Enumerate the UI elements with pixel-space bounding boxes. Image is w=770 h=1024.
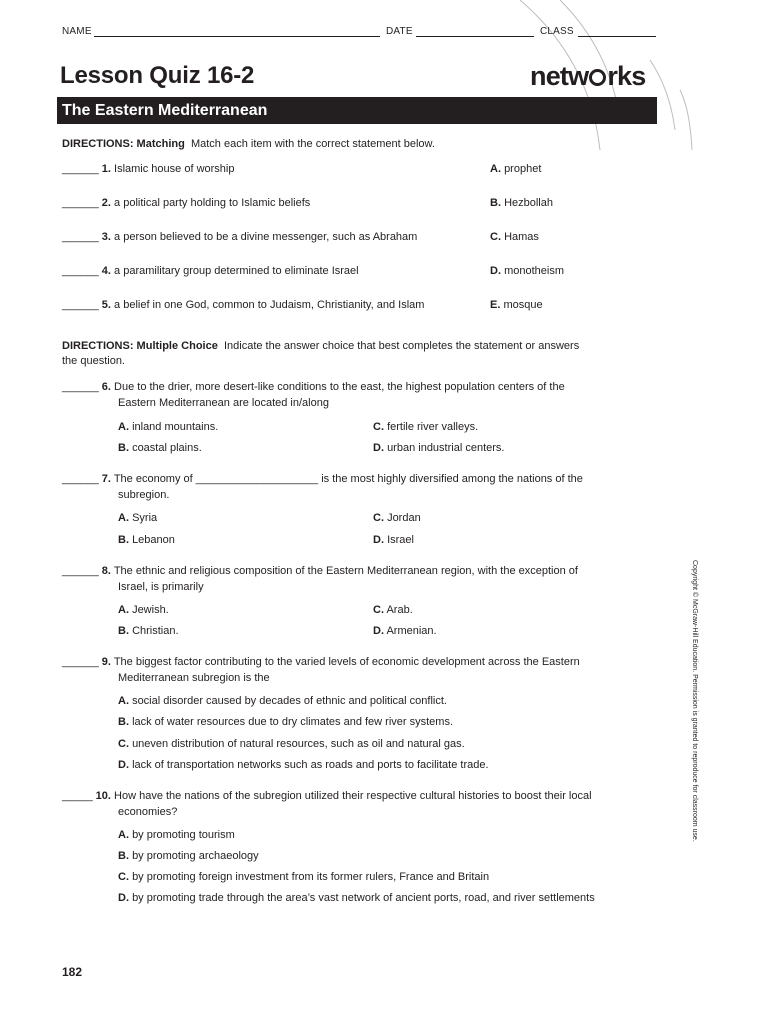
matching-answer-a <box>490 163 541 175</box>
answer-blank[interactable]: ______ <box>62 299 99 311</box>
matching-directions-text: Match each item with the correct statement below. <box>190 138 435 150</box>
option-text: by promoting foreign investment from its former rulers, France and Britain <box>132 871 490 883</box>
option-text: Jordan <box>387 512 421 524</box>
option-letter: A. <box>118 829 129 841</box>
option-letter: C. <box>373 512 384 524</box>
option-letter: B. <box>118 442 129 454</box>
matching-directions-label: DIRECTIONS: Matching <box>62 138 185 150</box>
option-text: fertile river valleys. <box>387 421 479 433</box>
section-title-band <box>57 97 657 124</box>
option-text: Israel <box>387 534 414 546</box>
question-9 <box>62 656 580 668</box>
matching-answer-b <box>490 197 553 209</box>
question-text: The ethnic and religious composition of the Eastern Mediterranean region, with the exception of <box>113 565 578 577</box>
question-6 <box>62 381 565 393</box>
question-9-line-2: Mediterranean subregion is the <box>118 672 270 684</box>
question-number: 7. <box>101 473 111 485</box>
class-field-line <box>578 36 656 37</box>
option-letter: D. <box>373 534 384 546</box>
option-text: coastal plains. <box>132 442 202 454</box>
option-text: Jewish. <box>132 604 169 616</box>
q10-option-a[interactable] <box>118 829 235 841</box>
option-letter: D. <box>118 759 129 771</box>
matching-answer-e <box>490 299 543 311</box>
answer-blank[interactable]: ______ <box>62 656 99 668</box>
answer-text: Hamas <box>504 231 539 243</box>
matching-item-1 <box>62 163 234 175</box>
option-text: Armenian. <box>386 625 437 637</box>
mc-directions-text: Indicate the answer choice that best completes the statement or answers <box>223 340 580 352</box>
matching-answer-c <box>490 231 539 243</box>
question-number: 6. <box>101 381 111 393</box>
option-text: Lebanon <box>132 534 175 546</box>
date-field-line <box>416 36 534 37</box>
answer-blank[interactable]: _____ <box>62 790 93 802</box>
q10-option-d[interactable] <box>118 892 595 904</box>
question-8 <box>62 565 578 577</box>
option-letter: D. <box>118 892 129 904</box>
answer-letter: E. <box>490 299 501 311</box>
answer-text: mosque <box>503 299 543 311</box>
name-label: NAME <box>62 26 92 37</box>
answer-blank[interactable]: ______ <box>62 473 99 485</box>
page-number: 182 <box>62 965 83 979</box>
question-text: How have the nations of the subregion utilized their respective cultural histories to boost their local <box>114 790 592 802</box>
question-number: 9. <box>101 656 111 668</box>
item-text: a person believed to be a divine messenger, such as Abraham <box>114 231 418 243</box>
q8-option-c[interactable] <box>373 604 413 616</box>
item-text: a political party holding to Islamic beliefs <box>114 197 311 209</box>
option-text: Arab. <box>386 604 413 616</box>
answer-text: Hezbollah <box>504 197 553 209</box>
item-number: 5. <box>101 299 111 311</box>
copyright-notice: Copyright © McGraw-Hill Education. Permission is granted to reproduce for classroom use. <box>691 560 698 842</box>
option-letter: A. <box>118 604 129 616</box>
q6-option-a[interactable] <box>118 421 218 433</box>
q7-option-d[interactable] <box>373 534 414 546</box>
option-letter: A. <box>118 512 129 524</box>
question-number: 10. <box>95 790 111 802</box>
option-text: uneven distribution of natural resources, such as oil and natural gas. <box>132 738 465 750</box>
option-letter: C. <box>118 871 129 883</box>
option-text: inland mountains. <box>132 421 219 433</box>
answer-letter: D. <box>490 265 501 277</box>
q9-option-c[interactable] <box>118 738 465 750</box>
option-letter: B. <box>118 850 129 862</box>
logo-o-icon <box>589 69 606 86</box>
logo-text-pre: netw <box>530 61 589 91</box>
answer-blank[interactable]: ______ <box>62 197 99 209</box>
option-letter: A. <box>118 695 129 707</box>
q8-option-a[interactable] <box>118 604 169 616</box>
answer-letter: C. <box>490 231 501 243</box>
mc-directions-line-1 <box>62 339 579 354</box>
q7-option-c[interactable] <box>373 512 421 524</box>
answer-letter: B. <box>490 197 501 209</box>
section-title: The Eastern Mediterranean <box>62 102 268 119</box>
mc-directions-label: DIRECTIONS: Multiple Choice <box>62 340 218 352</box>
item-text: Islamic house of worship <box>114 163 235 175</box>
answer-text: monotheism <box>504 265 564 277</box>
logo-text-post: rks <box>607 61 646 91</box>
option-letter: B. <box>118 534 129 546</box>
question-6-line-2: Eastern Mediterranean are located in/along <box>118 397 329 409</box>
q8-option-d[interactable] <box>373 625 437 637</box>
question-text-b: is the most highly diversified among the nations of the <box>321 473 583 485</box>
answer-blank[interactable]: ______ <box>62 163 99 175</box>
option-letter: D. <box>373 625 384 637</box>
option-letter: B. <box>118 625 129 637</box>
matching-item-3 <box>62 231 417 243</box>
question-7 <box>62 473 583 485</box>
item-text: a belief in one God, common to Judaism, Christianity, and Islam <box>114 299 425 311</box>
option-letter: D. <box>373 442 384 454</box>
page-title: Lesson Quiz 16-2 <box>60 62 255 89</box>
matching-item-5 <box>62 299 424 311</box>
question-number: 8. <box>101 565 111 577</box>
date-label: DATE <box>386 26 413 37</box>
item-number: 3. <box>101 231 111 243</box>
answer-letter: A. <box>490 163 501 175</box>
q9-option-a[interactable] <box>118 695 447 707</box>
question-10 <box>62 790 592 802</box>
item-number: 1. <box>101 163 111 175</box>
item-number: 2. <box>101 197 111 209</box>
option-letter: B. <box>118 716 129 728</box>
option-text: lack of water resources due to dry climates and few river systems. <box>132 716 454 728</box>
question-7-line-2: subregion. <box>118 489 170 501</box>
mc-directions-line-2: the question. <box>62 355 125 367</box>
option-text: Syria <box>132 512 158 524</box>
option-text: by promoting trade through the area’s vast network of ancient ports, road, and river settlements <box>132 892 595 904</box>
q10-option-b[interactable] <box>118 850 259 862</box>
option-text: lack of transportation networks such as roads and ports to facilitate trade. <box>132 759 489 771</box>
question-text: Due to the drier, more desert-like conditions to the east, the highest population centers of the <box>114 381 565 393</box>
q6-option-d[interactable] <box>373 442 504 454</box>
option-letter: A. <box>118 421 129 433</box>
answer-text: prophet <box>504 163 542 175</box>
question-text-a: The economy of <box>113 473 193 485</box>
answer-blank[interactable]: ______ <box>62 565 99 577</box>
question-8-line-2: Israel, is primarily <box>118 581 204 593</box>
q9-option-d[interactable] <box>118 759 489 771</box>
class-label: CLASS <box>540 26 574 37</box>
option-letter: C. <box>373 604 384 616</box>
option-letter: C. <box>373 421 384 433</box>
answer-blank[interactable]: ______ <box>62 381 99 393</box>
option-letter: C. <box>118 738 129 750</box>
q6-option-b[interactable] <box>118 442 202 454</box>
q9-option-b[interactable] <box>118 716 453 728</box>
item-text: a paramilitary group determined to eliminate Israel <box>114 265 359 277</box>
q7-option-a[interactable] <box>118 512 157 524</box>
q8-option-b[interactable] <box>118 625 179 637</box>
question-10-line-2: economies? <box>118 806 178 818</box>
q6-option-c[interactable] <box>373 421 478 433</box>
option-text: by promoting tourism <box>132 829 235 841</box>
answer-blank[interactable]: ______ <box>62 265 99 277</box>
matching-item-2 <box>62 197 310 209</box>
name-field-line <box>94 36 380 37</box>
fill-in-blank[interactable]: ____________________ <box>195 473 319 485</box>
question-text: The biggest factor contributing to the varied levels of economic development across the Eastern <box>113 656 580 668</box>
matching-item-4 <box>62 265 359 277</box>
item-number: 4. <box>101 265 111 277</box>
answer-blank[interactable]: ______ <box>62 231 99 243</box>
option-text: Christian. <box>132 625 179 637</box>
option-text: by promoting archaeology <box>132 850 259 862</box>
matching-answer-d <box>490 265 564 277</box>
networks-logo <box>530 61 645 92</box>
option-text: urban industrial centers. <box>387 442 505 454</box>
matching-directions <box>62 137 435 152</box>
q7-option-b[interactable] <box>118 534 175 546</box>
option-text: social disorder caused by decades of ethnic and political conflict. <box>132 695 447 707</box>
q10-option-c[interactable] <box>118 871 489 883</box>
